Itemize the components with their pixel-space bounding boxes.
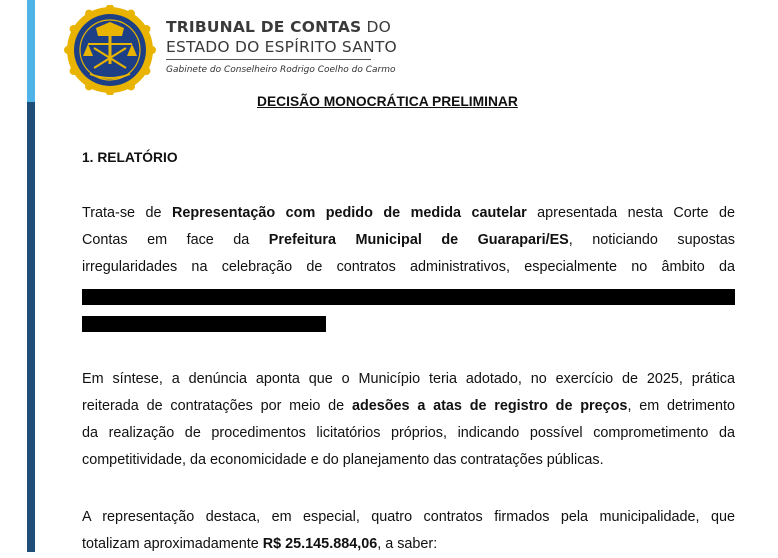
cabinet-subtitle: Gabinete do Conselheiro Rodrigo Coelho do Carmo [166, 65, 396, 75]
organization-header [166, 17, 397, 75]
left-accent-bar-highlight [27, 0, 35, 102]
redaction-bar [82, 289, 735, 305]
p1-bold-1: Representação com pedido de medida cautelar [172, 205, 527, 221]
paragraph-3 [82, 504, 735, 558]
p3-line-2a: totalizam aproximadamente [82, 536, 263, 552]
paragraph-2 [82, 366, 735, 474]
document-title: DECISÃO MONOCRÁTICA PRELIMINAR [257, 94, 518, 109]
p3-line-1: A representação destaca, em especial, quatro contratos firmados pela municipalidade, que [82, 509, 735, 525]
p1-text-2: apresentada nesta Corte de [526, 205, 735, 221]
paragraph-1 [82, 200, 735, 281]
p2-bold: adesões a atas de registro de preços [351, 398, 628, 414]
org-name-rest: DO [361, 18, 392, 36]
p2-line-4: competitividade, da economicidade e do planejamento das contratações públicas. [82, 452, 604, 468]
p1-text-5: irregularidades na celebração de contratos administrativos, especialmente no âmbito da [82, 259, 735, 275]
header-divider [166, 59, 371, 60]
p2-line-1: Em síntese, a denúncia aponta que o Município teria adotado, no exercício de 2025, prática [82, 371, 735, 387]
section-heading: 1. RELATÓRIO [82, 150, 178, 165]
p3-amount: R$ 25.145.884,06 [262, 536, 378, 552]
p2-line-2c: , em detrimento [627, 398, 735, 414]
p1-text-3: Contas em face da [82, 232, 269, 248]
org-name-bold: TRIBUNAL DE CONTAS [166, 18, 362, 36]
org-name-line2: ESTADO DO ESPÍRITO SANTO [166, 38, 397, 56]
p1-text-4: , noticiando supostas [568, 232, 735, 248]
p1-bold-2: Prefeitura Municipal de Guarapari/ES [268, 232, 569, 248]
p2-line-2a: reiterada de contratações por meio de [82, 398, 352, 414]
p2-line-3: da realização de procedimentos licitatórios próprios, indicando possível comprometimento da [82, 425, 735, 441]
p3-line-2c: , a saber: [377, 536, 438, 552]
tribunal-seal-logo [62, 5, 158, 95]
p1-text-1: Trata-se de [82, 205, 172, 221]
redaction-bar [82, 316, 326, 332]
